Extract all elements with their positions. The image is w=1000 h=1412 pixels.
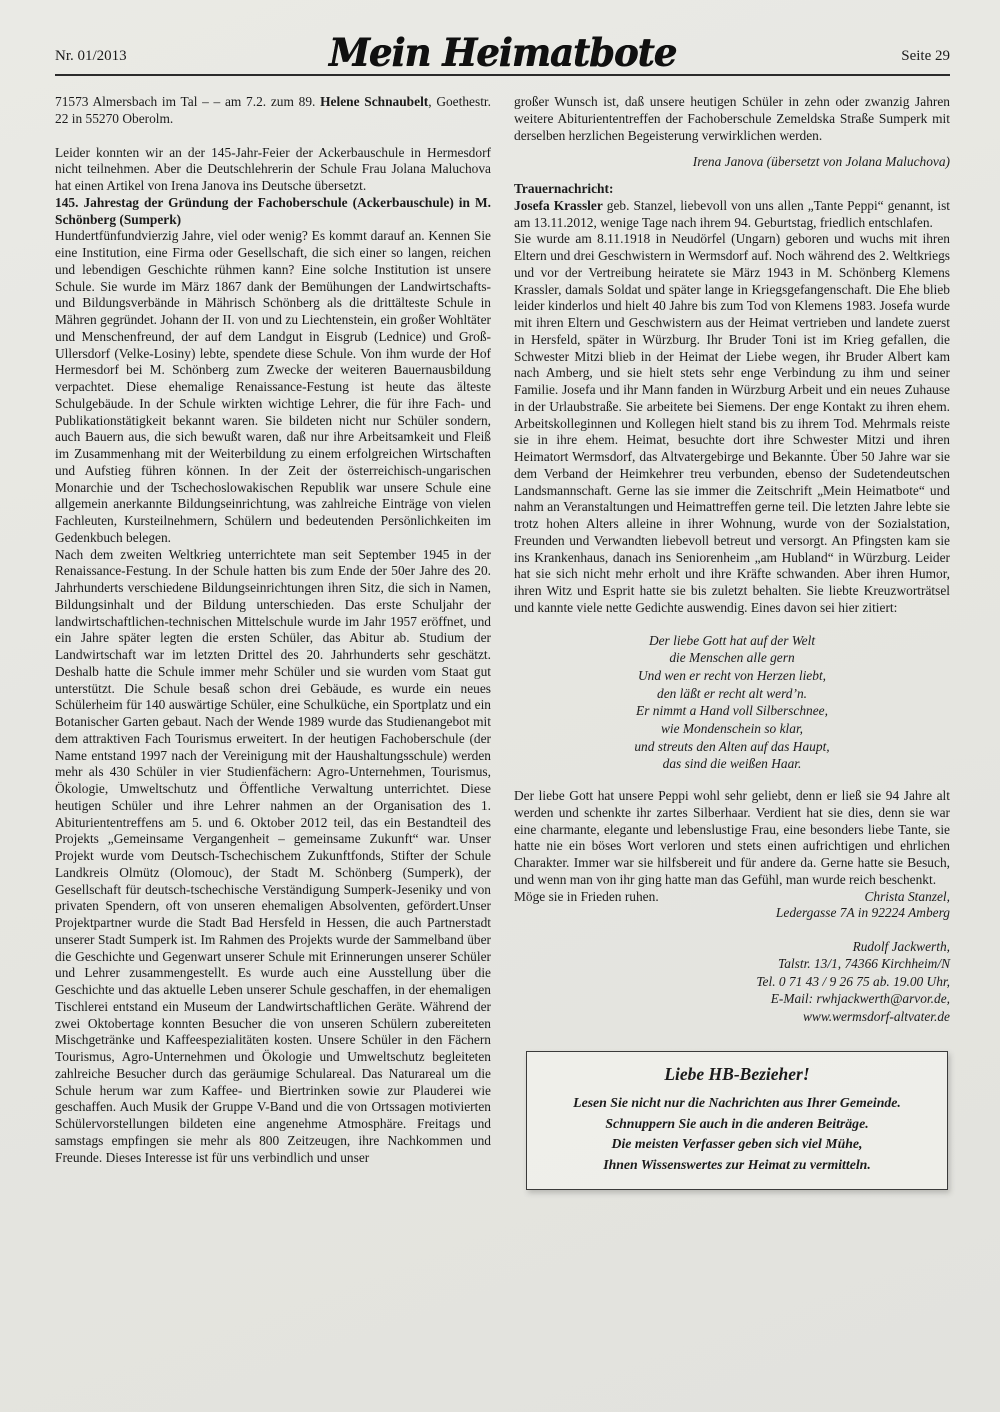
- obituary-intro-paragraph: [514, 198, 950, 232]
- closing-sentence: Möge sie in Frieden ruhen.: [514, 888, 659, 904]
- issue-number: Nr. 01/2013: [55, 48, 127, 64]
- page-number: Seite 29: [901, 48, 950, 64]
- contact-line: Talstr. 13/1, 74366 Kirchheim/N: [778, 956, 950, 972]
- poem-line: wie Mondenschein so klar,: [660, 720, 804, 736]
- contact-line: Tel. 0 71 43 / 9 26 75 ab. 19.00 Uhr,: [756, 973, 950, 989]
- poem-line: Der liebe Gott hat auf der Welt: [648, 632, 816, 648]
- history-paragraph-2: Nach dem zweiten Weltkrieg unterrichtete man seit September 1945 in der Renaissance-Festung. In der Schule hatten bis zum Ende der 50er Jahre des 20. Jahrhunderts verschiedene Bildungseinrichtungen ihren Sitz, die sich in Namen, Bildungsinhalt und der Bildung unterschieden. Das erste Schuljahr der landwirtschaftlichen-technischen Mittelschule wurde im Jahr 1957 eröffnet, und ein Jahre später legten die ersten Schüler, das Abitur ab. Studium der Landwirtschaft war im letzten Drittel des 20. Jahrhunderts sehr geschätzt. Deshalb hatte die Schule immer mehr Schüler und sie wurden vom Staat gut unterstützt. Die Schule besaß schon drei Gebäude, es wurde ein neues Schülerheim für 140 auswärtige Schüler, eine Schulküche, ein Sportplatz und ein Botanischer Garten gebaut. Nach der Wende 1989 wurde das Studienangebot mit dem attraktiven Fach Tourismus erweitert. In der heutigen Fachoberschule (der Name entstand 1997 nach der Vereinigung mit der Haushaltungsschule) werden mehr als 430 Schüler in vier Studienfächern: Agro-Unternehmen, Tourismus, Ökologie, Umweltschutz und Öffentliche Verwaltung unterrichtet. Diese heutigen Schüler und ihre Lehrer nahmen an der Organisation des 1. Abituriententreffens am 5. und 6. Oktober 2012 teil, das ein Bestandteil des Projekts „Gemeinsame Vergangenheit – gemeinsame Zukunft“ war. Unser Projekt wurde vom Deutsch-Tschechischem Zukunftfonds, Stifter der Schule Landkreis Olmütz (Olomouc), der Stadt M. Schönberg (Sumperk), der Gesellschaft für deutsch-tschechische Verständigung Sumperk-Jeseniky und von privaten Spendern, oft von unseren ehemaligen Absolventen, gefördert.Unser Projektpartner wurde die Stadt Bad Hersfeld in Hessen, die auch Partnerstadt unserer Stadt Sumperk ist. Im Rahmen des Projekts wurde der Sammelband über die Geschichte und Gegenwart unserer Schule mit Erinnerungen unserer Schüler und Lehrer zusammengestellt. Es wurde auch eine Ausstellung über die Geschichte und das aktuelle Leben unserer Schule geschaffen, in der ehemaligen Tischlerei entstand ein Museum der Landwirtschaftlichen Geräte. Während der zwei Oktobertage konnten Besucher die von unseren Schülern zubereiteten Mischgetränke und Kaffeespezialitäten kosten. Unsere Schüler in den Fächern Tourismus, Agro-Unternehmen und Ökologie und Umweltschutz begleiteten zahlreiche Besucher durch das geräumige Schulareal. Das Naturareal um die Schule herum war zum Kaffee- und Biertrinken sowie zur Plauderei wie geschaffen. Auch Musik der Gruppe V-Band und die von Ortssagen motivierten Schülervorstellungen bildeten eine angenehme Atmosphäre. Freitags und samstags empfingen sie mehr als 800 Zeitzeugen, ihre Nachkommen und Freunde. Dieses Interesse ist für uns verbindlich und unser: [55, 546, 491, 1165]
- notice-box-title: Liebe HB-Bezieher!: [664, 1064, 810, 1085]
- poem-line: das sind die weißen Haar.: [662, 756, 802, 772]
- contact-line-website: www.wermsdorf-altvater.de: [802, 1008, 950, 1024]
- translator-credit: Irena Janova (übersetzt von Jolana Maluchova): [692, 154, 950, 170]
- birthday-notice-text-end: , Goethestr. 22 in 55270 Oberolm.: [55, 94, 491, 126]
- notice-box-line: Schnuppern Sie auch in die anderen Beiträge.: [605, 1115, 869, 1131]
- poem-line: Und wen er recht von Herzen liebt,: [637, 667, 827, 683]
- signature-address: Ledergasse 7A in 92224 Amberg: [775, 905, 950, 921]
- section-heading: 145. Jahrestag der Gründung der Fachoberschule (Ackerbauschule) in M. Schönberg (Sumperk): [55, 194, 491, 227]
- notice-box-line: Lesen Sie nicht nur die Nachrichten aus Ihrer Gemeinde.: [573, 1094, 901, 1110]
- contact-block: [514, 938, 950, 1025]
- signature-name: Christa Stanzel,: [864, 888, 950, 904]
- contact-line: Rudolf Jackwerth,: [852, 939, 950, 954]
- masthead-wrap: [185, 29, 820, 75]
- obituary-life-paragraph: Sie wurde am 8.11.1918 in Neudörfel (Ungarn) geboren und wuchs mit ihren Eltern und drei Geschwistern in Wermsdorf auf. Noch während des 2. Weltkriegs und vor der Vertreibung heiratete sie März 1943 in M. Schönberg Klemens Krassler, damals Soldat und später lange in Kriegsgefangenschaft. Die Ehe blieb leider kinderlos und hielt 40 Jahre bis zum Tod von Klemens 1983. Josefa wurde mit ihren Eltern und Geschwistern aus der Heimat vertrieben und landete zuerst in Hersfeld, später in Würzburg. Ihr Bruder Toni ist im Krieg gefallen, die Schwester Mitzi blieb in der Heimat der Liebe wegen, ihr Bruder Albert kam nach Amberg, und sie hielt stets sehr enge Verbindung zu ihm und seiner Familie. Josefa und ihr Mann fanden in Würzburg Arbeit und ein neues Zuhause in der Urlaubstraße. Sie arbeitete bei Siemens. Der enge Kontakt zu ihren ehem. Arbeitskolleginnen und Kollegen hielt stand bis zu ihrem Tod. Mehrmals reiste sie in ihre ehem. Heimat, besuchte dort ihre Schwester Mitzi und ihren Heimatort Wermsdorf, das Altvatergebirge und Bekannte. Über 50 Jahre war sie dem Verband der Heimkehrer treu verbunden, ebenso der Sudetendeutschen Landsmannschaft. Gerne las sie immer die Zeitschrift „Mein Heimatbote“ und nahm an Veranstaltungen und Heimattreffen gerne teil. Die letzten Jahre lebte sie trotz hohen Alters alleine in ihrer Wohnung, wurde von der Sozialstation, Freunden und Verwandten liebevoll betreut und versorgt. An Pfingsten kam sie ins Krankenhaus, danach ins Seniorenheim „am Hubland“ in Würzburg. Leider hat sie sich nicht mehr erholt und ihre Kräfte schwanden. Aber ihren Humor, ihren Witz und Esprit hatte sie bis zuletzt behalten. Sie liebte Kreuzworträtsel und kannte viele nette Gedichte auswendig. Eines davon sei hier zitiert:: [514, 231, 950, 615]
- poem-line: Er nimmt a Hand voll Silberschnee,: [636, 703, 828, 719]
- left-column: [55, 94, 491, 1190]
- memorial-poem: [514, 632, 950, 774]
- birthday-notice-text-start: 71573 Almersbach im Tal – – am 7.2. zum 89.: [55, 94, 321, 109]
- editor-note-paragraph: Leider konnten wir an der 145-Jahr-Feier der Ackerbauschule in Hermesdorf nicht teilnehmen. Aber die Deutschlehrerin der Schule Frau Jolana Maluchova hat einen Artikel von Irena Janova ins Deutsche übersetzt.: [55, 144, 491, 193]
- obituary-heading: Trauernachricht:: [514, 181, 614, 196]
- notice-box-line: Die meisten Verfasser geben sich viel Mühe,: [611, 1136, 863, 1152]
- article-columns: [55, 94, 950, 1190]
- closing-row: [514, 889, 950, 906]
- history-paragraph-continued: großer Wunsch ist, daß unsere heutigen Schüler in zehn oder zwanzig Jahren weitere Abituriententreffen der Fachoberschule Zemeldska Straße Sumperk mit derselben herzlichen Begeisterung verwirklichen werden.: [514, 94, 950, 143]
- notice-box-line: Ihnen Wissenswertes zur Heimat zu vermitteln.: [603, 1157, 871, 1173]
- subscriber-notice-box: [526, 1051, 948, 1190]
- deceased-name: Josefa Krassler: [514, 197, 603, 213]
- poem-line: die Menschen alle gern: [669, 650, 795, 666]
- poem-line: und streuts den Alten auf das Haupt,: [634, 738, 830, 754]
- obituary-closing-paragraph: Der liebe Gott hat unsere Peppi wohl sehr geliebt, denn er ließ sie 94 Jahre alt werden und schenkte ihr zartes Silberhaar. Verdient hat sie dies, denn sie war eine charmante, elegante und lebenslustige Frau, eine besonders liebe Tante, sie hatte nie ein böses Wort verloren und stets einen aufrichtigen und ehrlichen Charakter. Immer war sie hilfsbereit und für andere da. Gerne hatte sie Besuch, und wenn man von ihr ging hatte man das Gefühl, man wurde reich beschenkt.: [514, 788, 950, 887]
- right-column: [514, 94, 950, 1190]
- contact-line-email: E-Mail: rwhjackwerth@arvor.de,: [770, 991, 950, 1007]
- masthead-logo: Mein Heimatbote: [328, 29, 677, 75]
- birthday-notice-paragraph: [55, 94, 491, 128]
- page-header: [55, 29, 950, 76]
- history-paragraph-1: Hundertfünfundvierzig Jahre, viel oder wenig? Es kommt darauf an. Kennen Sie eine Institution, eine Firma oder Gesellschaft, die sich einer so langen, reichen und lebendigen Geschichte rühmen kann? Eine solche Institution ist unsere Schule. Sie wurde im März 1867 dank der Bemühungen der Landwirtschafts- und Bildungsverbände in Mährisch Schönberg als die drittälteste Schule in Mähren gegründet. Johann der II. von und zu Liechtenstein, ein großer Wohltäter und Menschenfreund, der auf dem Landgut in Eisgrub (Lednice) und Groß-Ullersdorf (Velke-Losiny) lebte, spendete diese Schule. Von ihm wurde der Hof Hermesdorf bei M. Schönberg zum Zwecke der weiteren Bauernausbildung verpachtet. Diese ehemalige Renaissance-Festung ist heute das älteste Schulgebäude. In der Schule wirkten wichtige Lehrer, die für ihre Fach- und Publikationstätigkeit bekannt waren. Sie bildeten nicht nur Schüler sondern, auch Bauern aus, die sich bewußt waren, daß nur ihre Arbeitsamkeit und Fleiß im Zusammenhang mit der Weiterbildung zu einem erfolgreichen Wirtschaften und Aufstieg führen können. In der Zeit der österreichisch-ungarischen Monarchie und der Tschechoslowakischen Republik war unsere Schule eine allgemein anerkannte Bildungseinrichtung, was zahlreiche Einträge von vielen Fachleuten, Kursteilnehmern, Schülern und bedeutenden Persönlichkeiten im Gedenkbuch belegen.: [55, 228, 491, 545]
- birthday-person-name: Helene Schnaubelt: [320, 94, 429, 109]
- obituary-intro-text: geb. Stanzel, liebevoll von uns allen „Tante Peppi“ genannt, ist am 13.11.2012, wenige Tage nach ihrem 94. Geburtstag, friedlich entschlafen.: [514, 197, 950, 230]
- poem-line: den läßt er recht alt werd’n.: [657, 685, 807, 701]
